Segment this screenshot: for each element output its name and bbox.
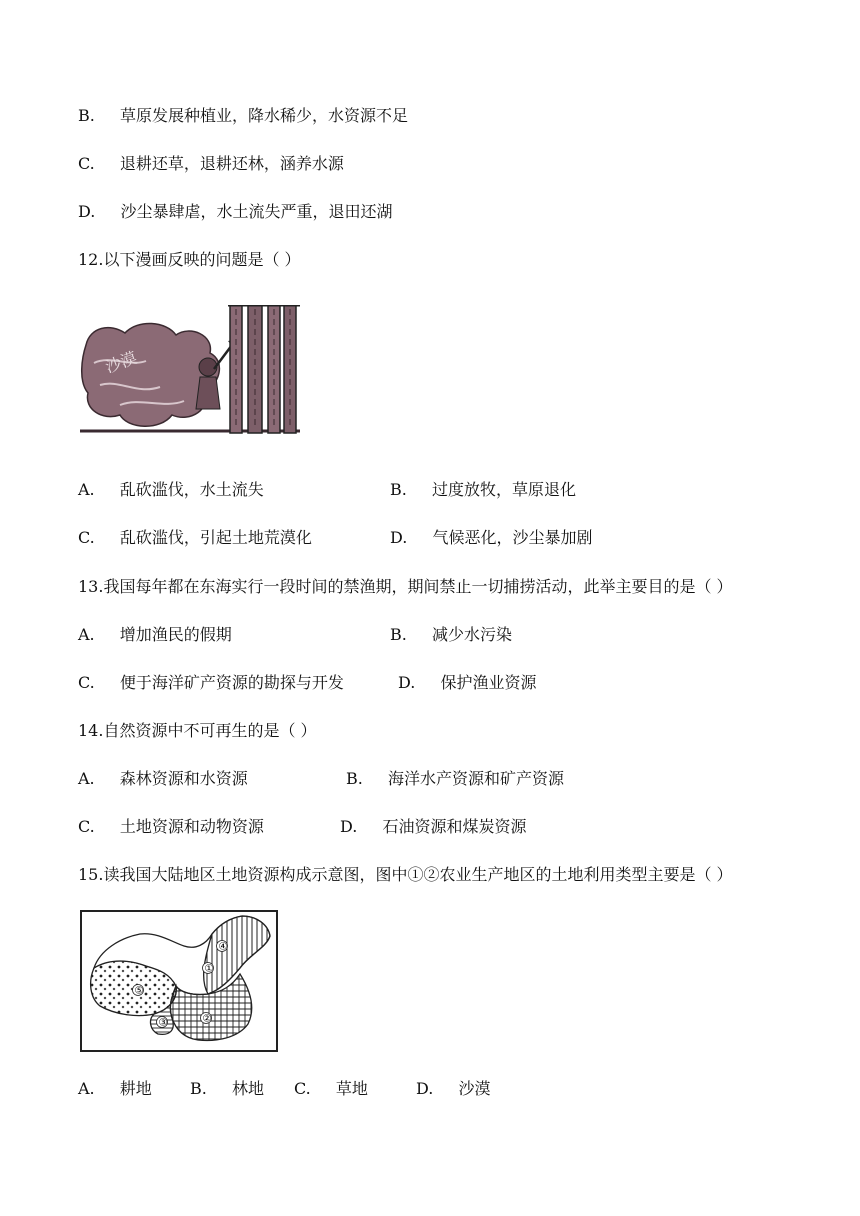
option-row [78,769,248,789]
option-letter: D. [340,817,358,836]
option-letter: C. [78,817,95,836]
cartoon-caption: 沙漠 [102,347,140,377]
option-letter: B. [390,480,407,499]
option-text: 乱砍滥伐，水土流失 [119,480,264,499]
option-row [294,1079,368,1099]
option-row [398,673,536,693]
option-letter: A. [78,480,95,499]
option-row [390,480,576,500]
option-row [416,1079,490,1099]
option-row [78,673,344,693]
option-text: 便于海洋矿产资源的勘探与开发 [119,673,344,692]
option-letter: B. [346,769,363,788]
option-text: 沙尘暴肆虐，水土流失严重，退田还湖 [120,202,393,221]
map-label-3: ③ [158,1017,168,1029]
option-row [190,1079,264,1099]
option-text: 过度放牧，草原退化 [431,480,576,499]
option-letter: A. [78,625,95,644]
option-letter: D. [416,1079,434,1098]
option-row [340,817,526,837]
option-letter: D. [78,202,96,221]
option-row [390,528,592,548]
map-label-4: ④ [218,941,228,953]
option-letter: C. [294,1079,311,1098]
question-stem: 13.我国每年都在东海实行一段时间的禁渔期，期间禁止一切捕捞活动，此举主要目的是（ ） [78,577,733,596]
cartoon-figure [80,305,300,438]
option-row [390,625,512,645]
option-text: 乱砍滥伐，引起土地荒漠化 [119,528,312,547]
option-row [78,480,264,500]
option-letter: D. [398,673,416,692]
option-text: 林地 [231,1079,264,1098]
option-row [78,817,264,837]
option-text: 沙漠 [458,1079,491,1098]
map-label-1: ① [204,963,214,975]
option-row [78,625,232,645]
option-letter: C. [78,154,95,173]
option-letter: C. [78,528,95,547]
option-letter: A. [78,1079,95,1098]
option-text: 耕地 [119,1079,152,1098]
option-letter: C. [78,673,95,692]
option-text: 森林资源和水资源 [119,769,248,788]
map-label-5: ⑤ [134,985,144,997]
option-text: 退耕还草，退耕还林，涵养水源 [119,154,344,173]
option-text: 保护渔业资源 [440,673,537,692]
question-stem: 12.以下漫画反映的问题是（ ） [78,250,301,269]
option-row [78,528,312,548]
option-text: 土地资源和动物资源 [119,817,264,836]
option-letter: B. [78,106,95,125]
option-row [78,106,408,126]
option-text: 石油资源和煤炭资源 [382,817,527,836]
option-letter: A. [78,769,95,788]
option-text: 草原发展种植业，降水稀少，水资源不足 [119,106,408,125]
option-row [78,154,344,174]
question-stem: 14.自然资源中不可再生的是（ ） [78,721,317,740]
option-text: 增加渔民的假期 [119,625,232,644]
option-row [346,769,564,789]
option-text: 海洋水产资源和矿产资源 [387,769,564,788]
question-stem: 15.读我国大陆地区土地资源构成示意图，图中①②农业生产地区的土地利用类型主要是（ ） [78,865,733,884]
option-letter: B. [190,1079,207,1098]
option-text: 减少水污染 [431,625,512,644]
option-text: 气候恶化，沙尘暴加剧 [432,528,593,547]
option-letter: D. [390,528,408,547]
option-row [78,1079,152,1099]
land-resource-map [80,910,278,1052]
option-text: 草地 [335,1079,368,1098]
option-letter: B. [390,625,407,644]
option-row [78,202,392,222]
map-label-2: ② [202,1013,212,1025]
